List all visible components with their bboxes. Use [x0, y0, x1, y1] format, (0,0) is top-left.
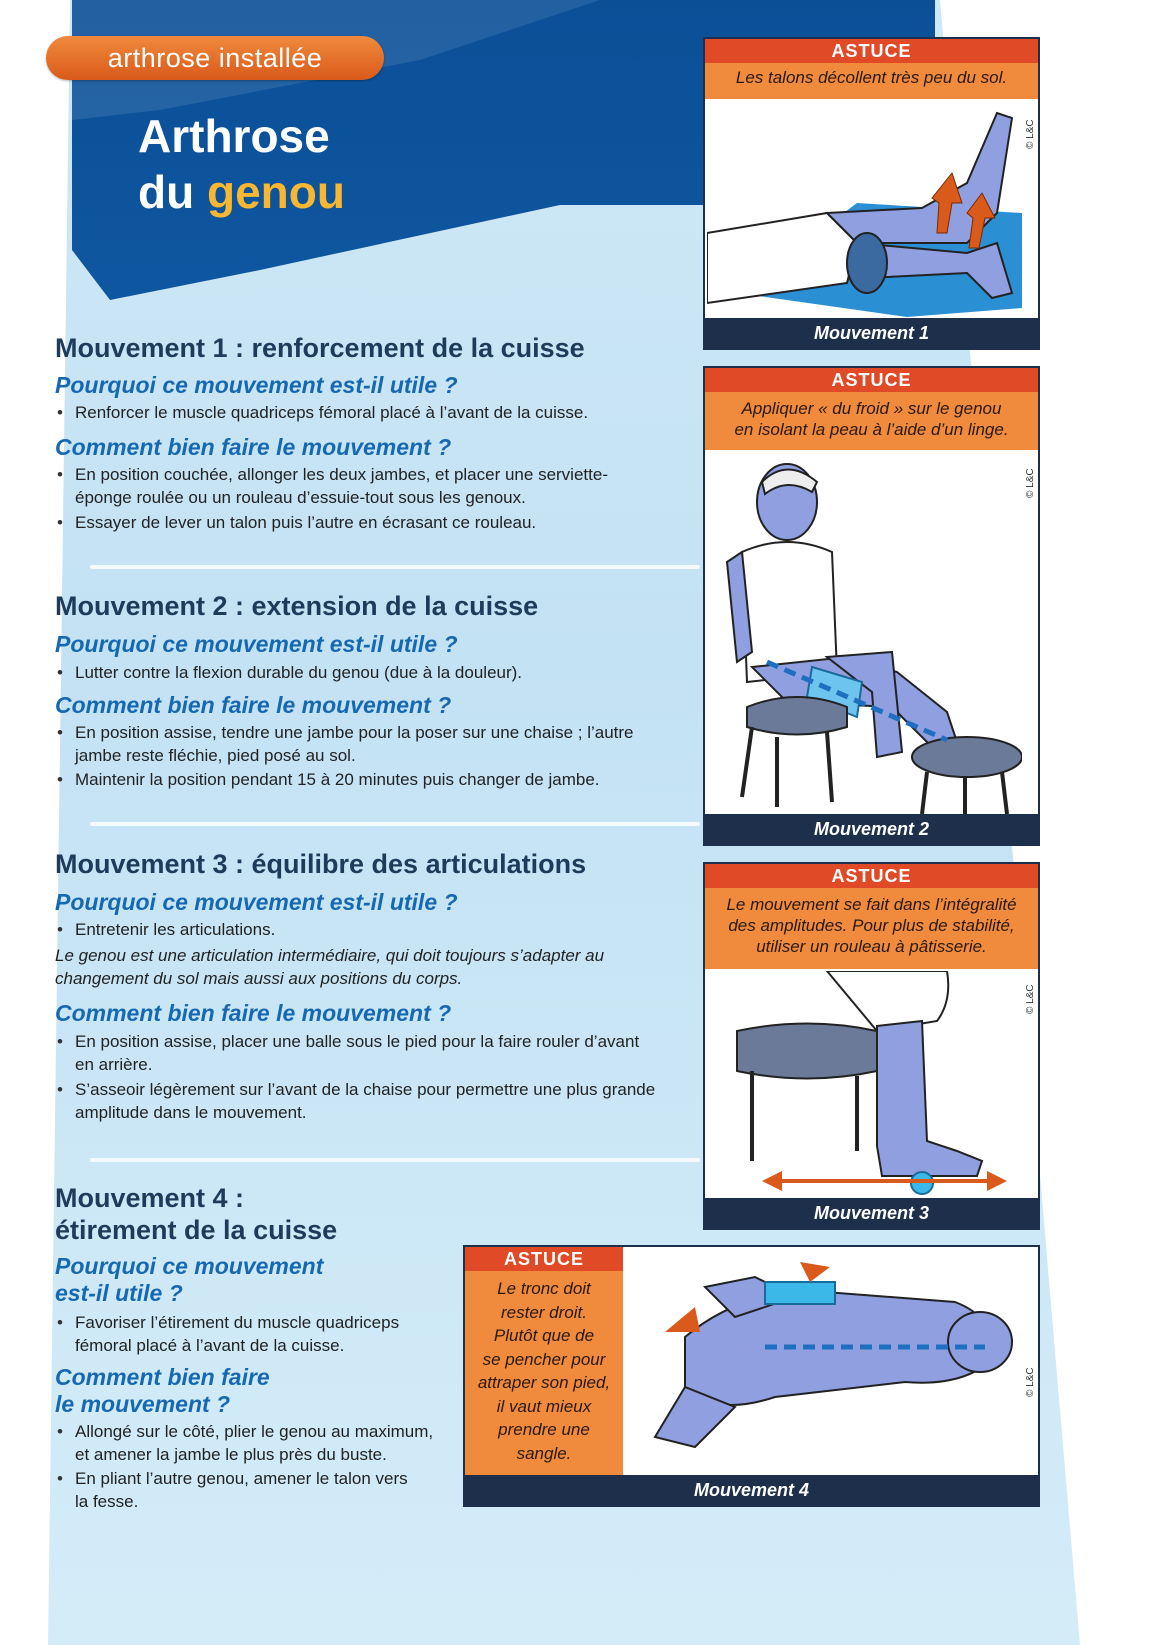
astuce-box-1 — [705, 39, 1038, 99]
m2-how-item-2: • Maintenir la position pendant 15 à 20 minutes puis changer de jambe. — [57, 768, 600, 791]
m2-title: Mouvement 2 : extension de la cuisse — [55, 591, 539, 621]
astuce-text-1: Les talons décollent très peu du sol. — [735, 68, 1008, 87]
m4-how-title-a: Comment bien faire — [55, 1364, 270, 1390]
m4-why-title-a: Pourquoi ce mouvement — [55, 1253, 324, 1279]
page-title — [138, 108, 345, 220]
m4-why-title-b: est-il utile ? — [55, 1280, 183, 1306]
m1-how-1b: éponge roulée ou un rouleau d’essuie-tout sous les genoux. — [75, 488, 526, 507]
copyright-2: © L&C — [1025, 468, 1036, 498]
astuce-text-4-line: sangle. — [516, 1443, 572, 1463]
title-accent: genou — [206, 166, 345, 218]
astuce-text-4 — [465, 1277, 623, 1465]
m3-how-title: Comment bien faire le mouvement ? — [55, 1000, 452, 1026]
card-mouvement-2 — [703, 366, 1040, 846]
astuce-text-4-line: attraper son pied, — [477, 1373, 611, 1392]
astuce-text-3a: Le mouvement se fait dans l’intégralité — [726, 895, 1017, 914]
m3-why-title: Pourquoi ce mouvement est-il utile ? — [55, 889, 458, 915]
astuce-text-4-line: Plutôt que de — [493, 1326, 595, 1345]
illustration-seated-extension — [707, 452, 1022, 814]
m1-how-1a: En position couchée, allonger les deux jambes, et placer une serviette- — [75, 465, 608, 484]
m3-how-2b: amplitude dans le mouvement. — [75, 1103, 307, 1122]
m1-why-title: Pourquoi ce mouvement est-il utile ? — [55, 372, 458, 398]
m2-how-1a: En position assise, tendre une jambe pour la poser sur une chaise ; l’autre — [75, 723, 634, 742]
astuce-text-3c: utiliser un rouleau à pâtisserie. — [756, 937, 987, 956]
illustration-ball-roll — [707, 971, 1022, 1197]
card-mouvement-4 — [463, 1245, 1040, 1507]
m3-note-b: changement du sol mais aussi aux positions du corps. — [55, 969, 463, 988]
m3-how-1a: En position assise, placer une balle sous le pied pour la faire rouler d’avant — [75, 1032, 640, 1051]
title-line-1: Arthrose — [138, 110, 330, 162]
m2-how-1b: jambe reste fléchie, pied posé au sol. — [75, 746, 356, 765]
astuce-text-4-line: Le tronc doit — [497, 1279, 591, 1298]
m3-note-a: Le genou est une articulation intermédiaire, qui doit toujours s’adapter au — [55, 946, 605, 965]
astuce-label: ASTUCE — [705, 864, 1038, 888]
m3-note — [55, 944, 604, 990]
m1-how-item-1 — [57, 463, 608, 509]
m1-title: Mouvement 1 : renforcement de la cuisse — [55, 333, 585, 363]
m4-how-1a: Allongé sur le côté, plier le genou au maximum, — [75, 1422, 434, 1441]
divider-2 — [90, 822, 700, 826]
astuce-box-3 — [705, 864, 1038, 969]
copyright-4: © L&C — [1025, 1367, 1036, 1397]
m4-title — [55, 1182, 337, 1246]
astuce-box-2 — [705, 368, 1038, 450]
title-line-2-a: du — [138, 166, 207, 218]
caption-3: Mouvement 3 — [705, 1198, 1038, 1228]
m4-why-item — [57, 1311, 399, 1357]
m4-title-b: étirement de la cuisse — [55, 1215, 338, 1245]
m4-how-2a: En pliant l’autre genou, amener le talon vers — [75, 1469, 408, 1488]
category-tag: arthrose installée — [46, 36, 384, 80]
m3-why-item: • Entretenir les articulations. — [57, 918, 275, 941]
m1-how-item-2: • Essayer de lever un talon puis l’autre en écrasant ce rouleau. — [57, 511, 536, 534]
m4-how-2b: la fesse. — [75, 1492, 139, 1511]
copyright-1: © L&C — [1025, 119, 1036, 149]
caption-1: Mouvement 1 — [705, 318, 1038, 348]
m3-how-item-1 — [57, 1030, 639, 1076]
astuce-text-4-line: rester droit. — [501, 1302, 587, 1322]
astuce-text-4-line: il vaut mieux — [496, 1396, 592, 1416]
m3-title: Mouvement 3 : équilibre des articulations — [55, 849, 587, 879]
m4-why-b: fémoral placé à l’avant de la cuisse. — [75, 1336, 345, 1355]
m4-title-a: Mouvement 4 : — [55, 1183, 245, 1213]
divider-3 — [90, 1158, 700, 1162]
m1-how-title: Comment bien faire le mouvement ? — [55, 434, 452, 460]
m3-how-item-2 — [57, 1078, 655, 1124]
divider-1 — [90, 565, 700, 569]
astuce-text-2 — [705, 398, 1038, 440]
m2-why-item: • Lutter contre la flexion durable du genou (due à la douleur). — [57, 661, 522, 684]
astuce-label: ASTUCE — [465, 1247, 623, 1271]
m2-how-item-1 — [57, 721, 634, 767]
m1-why-item: • Renforcer le muscle quadriceps fémoral placé à l’avant de la cuisse. — [57, 401, 588, 424]
astuce-text-4-line: prendre une — [498, 1420, 590, 1439]
caption-4: Mouvement 4 — [465, 1475, 1038, 1505]
illustration-side-stretch — [625, 1247, 1020, 1477]
m4-why-title — [55, 1253, 323, 1307]
astuce-text-2a: Appliquer « du froid » sur le genou — [741, 399, 1002, 418]
astuce-text-3b: des amplitudes. Pour plus de stabilité, — [728, 916, 1015, 935]
astuce-label: ASTUCE — [705, 368, 1038, 392]
m4-how-title-b: le mouvement ? — [55, 1391, 231, 1417]
m2-why-title: Pourquoi ce mouvement est-il utile ? — [55, 631, 458, 657]
astuce-label: ASTUCE — [705, 39, 1038, 63]
card-mouvement-1 — [703, 37, 1040, 350]
m4-why-a: Favoriser l’étirement du muscle quadriceps — [75, 1313, 400, 1332]
m4-how-item-2 — [57, 1467, 408, 1513]
m2-how-title: Comment bien faire le mouvement ? — [55, 692, 452, 718]
astuce-box-4 — [465, 1247, 623, 1475]
card-mouvement-3 — [703, 862, 1040, 1230]
title-line-2 — [138, 164, 345, 220]
m3-how-1b: en arrière. — [75, 1055, 153, 1074]
copyright-3: © L&C — [1025, 984, 1036, 1014]
astuce-text-3 — [705, 894, 1038, 957]
caption-2: Mouvement 2 — [705, 814, 1038, 844]
astuce-text-2b: en isolant la peau à l’aide d’un linge. — [734, 420, 1009, 439]
illustration-lying-leg-raise — [707, 103, 1022, 317]
m4-how-item-1 — [57, 1420, 433, 1466]
m4-how-1b: et amener la jambe le plus près du buste. — [75, 1445, 387, 1464]
m3-how-2a: S’asseoir légèrement sur l’avant de la chaise pour permettre une plus grande — [75, 1080, 656, 1099]
m4-how-title — [55, 1364, 270, 1418]
astuce-text-4-line: se pencher pour — [482, 1349, 606, 1369]
